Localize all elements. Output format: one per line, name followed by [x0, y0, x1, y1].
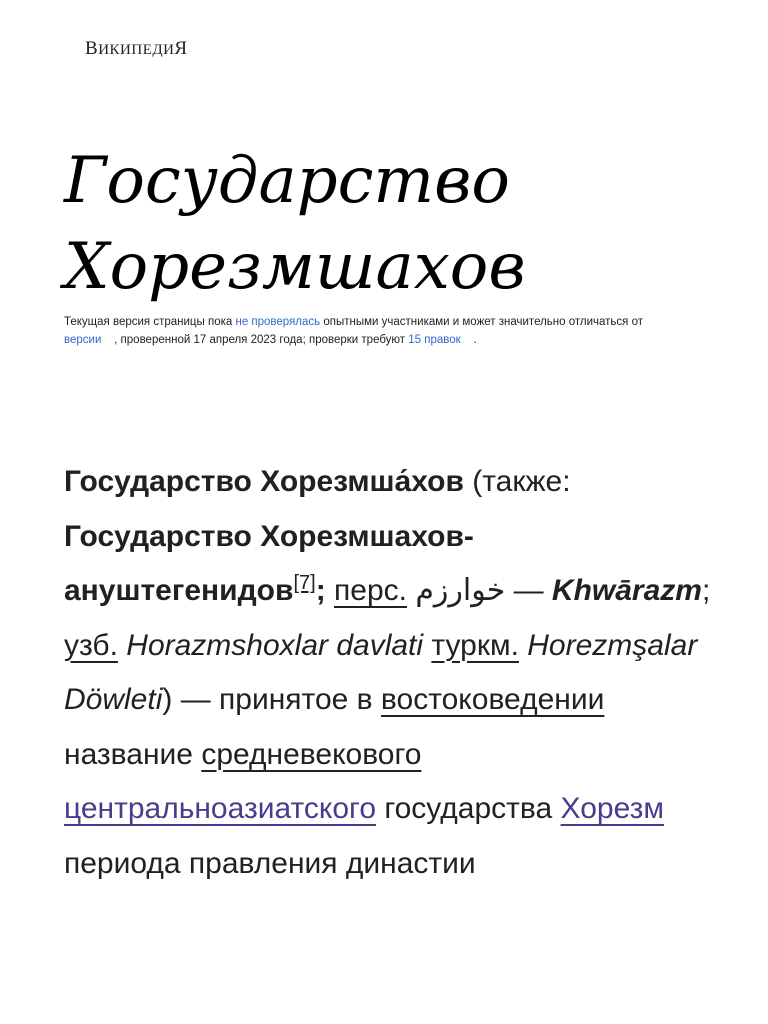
lead-paragraph: [64, 455, 724, 891]
oriental-studies-link[interactable]: востоковедении: [380, 683, 605, 716]
lead-text-9: ) — принятое в: [162, 683, 381, 716]
notice-text-3: , проверенной 17 апреля 2023 года; проверки требуют: [110, 334, 409, 346]
lead-text-1: (также:: [463, 465, 571, 498]
reference-link[interactable]: [7]: [293, 572, 316, 594]
medieval-link[interactable]: средневекового: [201, 737, 422, 771]
central-asian-link[interactable]: центральноазиатского: [64, 792, 376, 825]
persian-link[interactable]: перс.: [334, 574, 407, 607]
notice-text-2: опытными участниками и может значительно отличаться от: [320, 316, 643, 328]
notice-text-1: Текущая версия страницы пока: [64, 316, 236, 328]
article-subject-alt: Государство Хорезмшахов-ануштегенидов: [64, 519, 474, 607]
wikipedia-logo[interactable]: [85, 38, 188, 60]
translit-name: Khwārazm: [551, 574, 702, 607]
uzbek-name: Horazmshoxlar davlati: [126, 628, 424, 662]
page-title: Государство Хорезмшахов: [64, 144, 526, 304]
pending-edits-link[interactable]: 15 правок: [408, 334, 461, 346]
lead-dash: —: [505, 574, 552, 607]
logo-middle: ИКИПЕДИ: [98, 42, 175, 58]
review-notice: [64, 313, 724, 349]
turkmen-name: Horezmşalar Döwleti: [64, 628, 698, 716]
lead-text-5: ;: [701, 574, 711, 607]
turkmen-link[interactable]: туркм.: [431, 628, 519, 662]
uzbek-link[interactable]: узб.: [64, 628, 118, 662]
logo-first-letter: В: [85, 38, 99, 59]
version-link[interactable]: версии: [64, 334, 102, 346]
khorezm-link[interactable]: Хорезм: [560, 792, 664, 825]
lead-text-10: название: [64, 737, 202, 771]
lead-text-13: периода правления династии: [64, 846, 476, 880]
lead-space-4: [519, 629, 527, 662]
notice-text-4: .: [470, 334, 477, 346]
not-checked-link[interactable]: не проверялась: [235, 316, 321, 328]
lead-semicolon: ;: [315, 574, 335, 607]
logo-last-letter: Я: [174, 38, 188, 59]
lead-text-12: государства: [376, 792, 561, 825]
reference-7[interactable]: [293, 572, 315, 594]
article-subject: Государство Хорезмша́хов: [64, 465, 464, 498]
persian-name: خوارزم: [415, 573, 506, 608]
